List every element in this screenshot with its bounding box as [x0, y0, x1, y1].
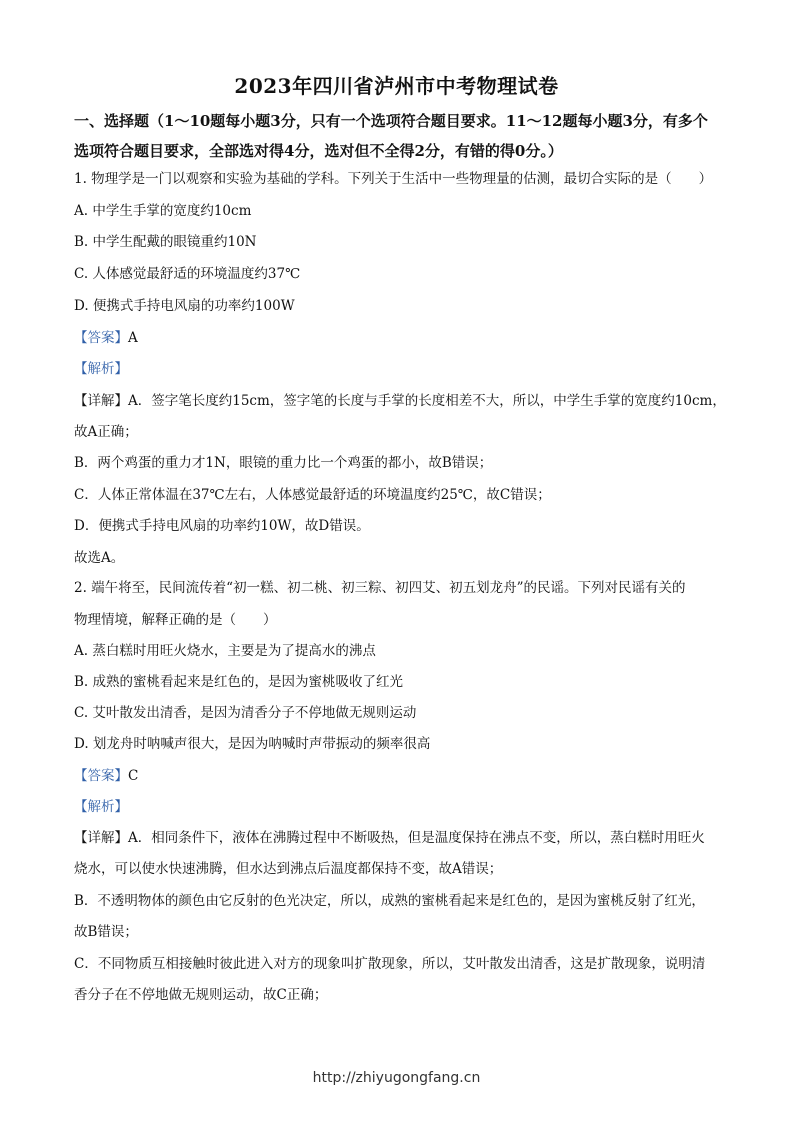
line-text: D. 划龙舟时呐喊声很大，是因为呐喊时声带振动的频率很高 — [74, 736, 431, 752]
text-line — [74, 610, 724, 630]
text-line — [74, 548, 724, 568]
text-line — [74, 422, 724, 442]
text-line — [74, 169, 724, 189]
analysis-line — [74, 797, 724, 817]
line-text: 故B错误； — [74, 924, 138, 940]
text-line — [74, 453, 724, 473]
text-line — [74, 703, 724, 723]
text-line — [74, 672, 724, 692]
text-line — [74, 859, 724, 879]
section-tag: 【答案】 — [74, 330, 128, 346]
section-tag: 【解析】 — [74, 799, 128, 815]
line-text: 故选A。 — [74, 550, 125, 566]
line-text: D. 便携式手持电风扇的功率约100W — [74, 298, 295, 314]
line-text: 物理情境，解释正确的是（ ） — [74, 612, 277, 628]
text-line — [74, 985, 724, 1005]
answer-line — [74, 328, 724, 348]
line-text: A. 蒸白糕时用旺火烧水，主要是为了提高水的沸点 — [74, 643, 376, 659]
line-text: B. 成熟的蜜桃看起来是红色的，是因为蜜桃吸收了红光 — [74, 674, 404, 690]
line-text: 烧水，可以使水快速沸腾，但水达到沸点后温度都保持不变，故A错误； — [74, 861, 503, 877]
text-line — [74, 641, 724, 661]
line-text: B. 中学生配戴的眼镜重约10N — [74, 234, 257, 250]
answer-line — [74, 766, 724, 786]
line-text: C. 艾叶散发出清香，是因为清香分子不停地做无规则运动 — [74, 705, 417, 721]
text-line — [74, 296, 724, 316]
line-text: C．不同物质互相接触时彼此进入对方的现象叫扩散现象，所以，艾叶散发出清香，这是扩散现象，说明清 — [74, 956, 706, 972]
text-line — [74, 891, 724, 911]
analysis-line — [74, 359, 724, 379]
text-line — [74, 201, 724, 221]
section-heading: 一、选择题（1～10题每小题3分，只有一个选项符合题目要求。11～12题每小题3分，有多个选项符合题目要求，全部选对得4分，选对但不全得2分，有错的得0分。） — [74, 112, 708, 160]
line-text: C．人体正常体温在37℃左右，人体感觉最舒适的环境温度约25℃，故C错误； — [74, 487, 551, 503]
text-line — [74, 922, 724, 942]
line-text: B．两个鸡蛋的重力才1N，眼镜的重力比一个鸡蛋的都小，故B错误； — [74, 455, 493, 471]
line-text: A. 中学生手掌的宽度约10cm — [74, 203, 252, 219]
line-text: 1. 物理学是一门以观察和实验为基础的学科。下列关于生活中一些物理量的估测，最切合实际的是（ ） — [74, 171, 713, 187]
text-line — [74, 485, 724, 505]
page-title: 2023年四川省泸州市中考物理试卷 — [234, 74, 559, 98]
line-text: B．不透明物体的颜色由它反射的色光决定，所以，成熟的蜜桃看起来是红色的，是因为蜜桃反射了红光， — [74, 893, 705, 909]
text-line — [74, 954, 724, 974]
line-text: C. 人体感觉最舒适的环境温度约37℃ — [74, 266, 301, 282]
footer-url[interactable]: http://zhiyugongfang.cn — [312, 1070, 481, 1086]
text-line — [74, 391, 724, 411]
line-text: 故A正确； — [74, 424, 138, 440]
line-text: 香分子在不停地做无规则运动，故C正确； — [74, 987, 328, 1003]
text-line — [74, 734, 724, 754]
text-line — [74, 828, 724, 848]
line-text: C — [128, 768, 139, 784]
text-line — [74, 578, 724, 598]
text-line — [74, 516, 724, 536]
line-text: 2. 端午将至，民间流传着“初一糕、初二桃、初三粽、初四艾、初五划龙舟”的民谣。下列对民谣有关的 — [74, 580, 686, 596]
line-text: 【详解】A．签字笔长度约15cm，签字笔的长度与手掌的长度相差不大，所以，中学生手掌的宽度约10cm， — [74, 393, 726, 409]
section-tag: 【解析】 — [74, 361, 128, 377]
section-tag: 【答案】 — [74, 768, 128, 784]
text-line — [74, 232, 724, 252]
line-text: D．便携式手持电风扇的功率约10W，故D错误。 — [74, 518, 370, 534]
text-line — [74, 264, 724, 284]
line-text: 【详解】A．相同条件下，液体在沸腾过程中不断吸热，但是温度保持在沸点不变，所以，蒸白糕时用旺火 — [74, 830, 705, 846]
line-text: A — [128, 330, 138, 346]
